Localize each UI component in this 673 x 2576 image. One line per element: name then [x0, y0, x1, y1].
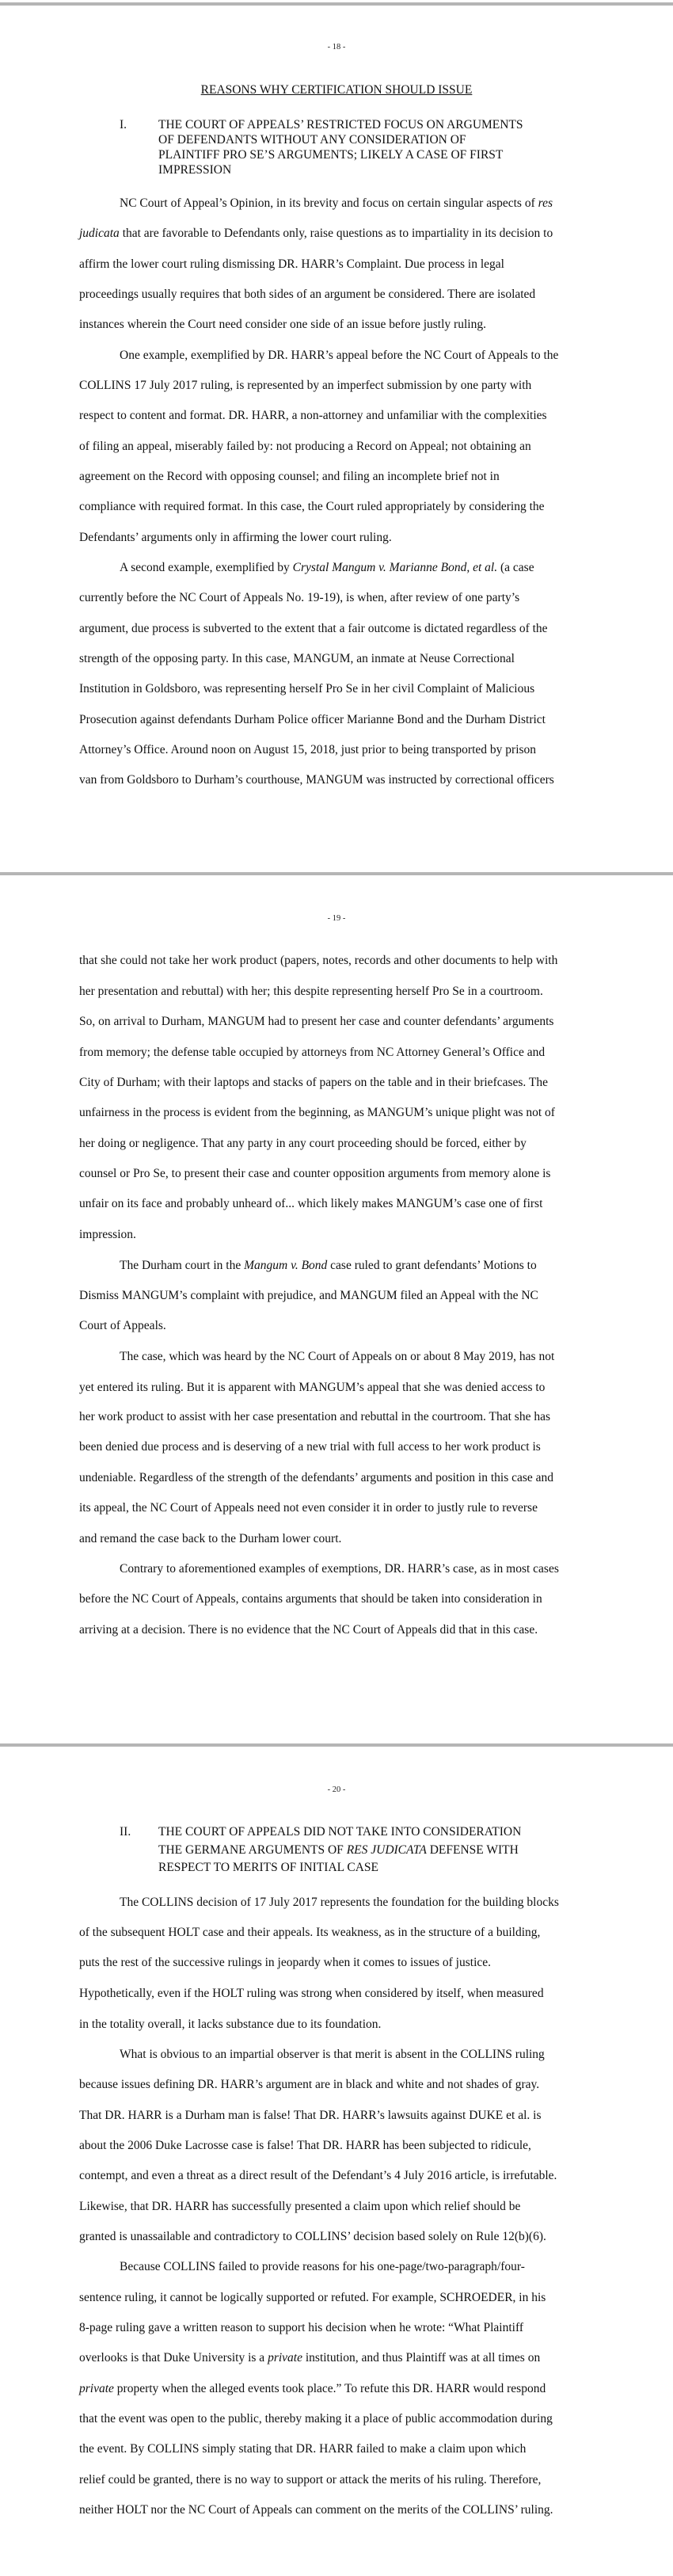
text-line: that she could not take her work product (papers, notes, records and other documents to help with	[79, 954, 558, 967]
text-line: in the totality overall, it lacks substance due to its foundation.	[79, 2018, 382, 2031]
paragraph-first-line: NC Court of Appeal’s Opinion, in its brevity and focus on certain singular aspects of res	[120, 196, 553, 210]
paragraph-first-line: Because COLLINS failed to provide reasons for his one-page/two-paragraph/four-	[120, 2260, 525, 2273]
text-line: impression.	[79, 1228, 136, 1241]
text-line: her presentation and rebuttal) with her; this despite representing herself Pro Se in a courtroom.	[79, 985, 543, 998]
text-line: strength of the opposing party. In this case, MANGUM, an inmate at Neuse Correctional	[79, 652, 515, 665]
heading-line: THE COURT OF APPEALS’ RESTRICTED FOCUS ON ARGUMENTS	[158, 118, 523, 131]
text-line: Prosecution against defendants Durham Police officer Marianne Bond and the Durham District	[79, 713, 546, 726]
text-line: yet entered its ruling. But it is apparent with MANGUM’s appeal that she was denied access to	[79, 1381, 546, 1394]
text-line: neither HOLT nor the NC Court of Appeals can comment on the merits of the COLLINS’ ruling.	[79, 2503, 553, 2517]
text-line: about the 2006 Duke Lacrosse case is false! That DR. HARR has been subjected to ridicule,	[79, 2139, 531, 2152]
text-line: compliance with required format. In this case, the Court ruled appropriately by considering the	[79, 500, 545, 513]
text-line: granted is unassailable and contradictory to COLLINS’ decision based solely on Rule 12(b)(6).	[79, 2230, 546, 2243]
paragraph-first-line: Contrary to aforementioned examples of exemptions, DR. HARR’s case, as in most cases	[120, 1562, 559, 1576]
text-line: respect to content and format. DR. HARR, a non-attorney and unfamiliar with the complexities	[79, 409, 547, 422]
text-line: her work product to assist with her case presentation and rebuttal in the courtroom. That she has	[79, 1410, 551, 1423]
page-number: - 19 -	[327, 914, 346, 923]
text-line: undeniable. Regardless of the strength of the defendants’ arguments and position in this case and	[79, 1471, 554, 1484]
page-separator-18-19	[0, 872, 673, 875]
heading-number: II.	[120, 1825, 131, 1839]
text-line: overlooks is that Duke University is a private institution, and thus Plaintiff was at all times on	[79, 2351, 541, 2365]
text-line: her doing or negligence. That any party in any court proceeding should be forced, either by	[79, 1137, 527, 1150]
text-line: Defendants’ arguments only in affirming the lower court ruling.	[79, 531, 392, 544]
text-line: Dismiss MANGUM’s complaint with prejudice, and MANGUM filed an Appeal with the NC	[79, 1289, 538, 1302]
page-number: - 20 -	[327, 1785, 346, 1794]
text-line: Likewise, that DR. HARR has successfully presented a claim upon which relief should be	[79, 2200, 521, 2213]
text-line: argument, due process is subverted to the extent that a fair outcome is dictated regardless of the	[79, 622, 548, 635]
text-line: proceedings usually requires that both sides of an argument be considered. There are isolated	[79, 288, 536, 301]
text-line: Attorney’s Office. Around noon on August 15, 2018, just prior to being transported by prison	[79, 743, 537, 756]
heading-line: PLAINTIFF PRO SE’S ARGUMENTS; LIKELY A CASE OF FIRST	[158, 148, 504, 162]
paragraph-first-line: The Durham court in the Mangum v. Bond case ruled to grant defendants’ Motions to	[120, 1259, 537, 1272]
paragraph-first-line: The COLLINS decision of 17 July 2017 represents the foundation for the building blocks	[120, 1896, 559, 1909]
paragraph-first-line: The case, which was heard by the NC Court of Appeals on or about 8 May 2019, has not	[120, 1350, 555, 1363]
heading-line: THE COURT OF APPEALS DID NOT TAKE INTO CONSIDERATION	[158, 1825, 522, 1839]
text-line: agreement on the Record with opposing counsel; and filing an incomplete brief not in	[79, 470, 500, 483]
text-line: instances wherein the Court need consider one side of an issue before justly ruling.	[79, 318, 486, 331]
text-line: van from Goldsboro to Durham’s courthouse, MANGUM was instructed by correctional officers	[79, 773, 554, 787]
text-line: puts the rest of the successive rulings in jeopardy when it comes to issues of justice.	[79, 1956, 492, 1969]
text-line: of the subsequent HOLT case and their appeals. Its weakness, as in the structure of a building,	[79, 1926, 541, 1939]
text-line: Court of Appeals.	[79, 1319, 166, 1332]
text-line: unfair on its face and probably unheard of... which likely makes MANGUM’s case one of first	[79, 1197, 543, 1210]
text-line: affirm the lower court ruling dismissing DR. HARR’s Complaint. Due process in legal	[79, 257, 504, 271]
text-line: Hypothetically, even if the HOLT ruling was strong when considered by itself, when measured	[79, 1987, 544, 2000]
text-line: private property when the alleged events took place.” To refute this DR. HARR would respond	[79, 2382, 546, 2395]
text-line: of filing an appeal, miserably failed by: not producing a Record on Appeal; not obtaining an	[79, 440, 531, 453]
text-line: been denied due process and is deserving of a new trial with full access to her work product is	[79, 1440, 541, 1454]
text-line: COLLINS 17 July 2017 ruling, is represented by an imperfect submission by one party with	[79, 379, 532, 392]
text-line: its appeal, the NC Court of Appeals need not even consider it in order to justly rule to reverse	[79, 1501, 538, 1515]
text-line: unfairness in the process is evident from the beginning, as MANGUM’s unique plight was not of	[79, 1106, 555, 1119]
text-line: counsel or Pro Se, to present their case and counter opposition arguments from memory alone is	[79, 1167, 551, 1180]
heading-line: THE GERMANE ARGUMENTS OF RES JUDICATA DEFENSE WITH	[158, 1843, 519, 1857]
text-line: arriving at a decision. There is no evidence that the NC Court of Appeals did that in this case.	[79, 1623, 538, 1637]
heading-line: RESPECT TO MERITS OF INITIAL CASE	[158, 1861, 379, 1874]
text-line: because issues defining DR. HARR’s argument are in black and white and not shades of gray.	[79, 2078, 540, 2091]
text-line: that the event was open to the public, thereby making it a place of public accommodation during	[79, 2412, 553, 2425]
text-line: City of Durham; with their laptops and stacks of papers on the table and in their briefcases. The	[79, 1076, 548, 1089]
text-line: currently before the NC Court of Appeals No. 19-19), is when, after review of one party’s	[79, 591, 520, 604]
text-line: judicata that are favorable to Defendants only, raise questions as to impartiality in its decision to	[79, 227, 553, 240]
text-line: relief could be granted, there is no way to support or attack the merits of his ruling. Therefore,	[79, 2473, 542, 2486]
text-line: 8-page ruling gave a written reason to support his decision when he wrote: “What Plaintiff	[79, 2321, 524, 2334]
page-number: - 18 -	[327, 43, 346, 51]
paragraph-first-line: What is obvious to an impartial observer is that merit is absent in the COLLINS ruling	[120, 2048, 545, 2061]
text-line: and remand the case back to the Durham lower court.	[79, 1532, 342, 1545]
text-line: from memory; the defense table occupied by attorneys from NC Attorney General’s Office and	[79, 1046, 546, 1059]
section-title: REASONS WHY CERTIFICATION SHOULD ISSUE	[200, 83, 473, 97]
heading-line: OF DEFENDANTS WITHOUT ANY CONSIDERATION OF	[158, 133, 466, 147]
page-separator-19-20	[0, 1743, 673, 1747]
paragraph-first-line: One example, exemplified by DR. HARR’s appeal before the NC Court of Appeals to the	[120, 349, 559, 362]
text-line: contempt, and even a threat as a direct result of the Defendant’s 4 July 2016 article, is irrefutable.	[79, 2169, 557, 2182]
paragraph-first-line: A second example, exemplified by Crystal Mangum v. Marianne Bond, et al. (a case	[120, 561, 534, 574]
text-line: before the NC Court of Appeals, contains arguments that should be taken into consideration in	[79, 1592, 542, 1606]
heading-number: I.	[120, 118, 127, 131]
page-separator-top	[0, 2, 673, 6]
heading-line: IMPRESSION	[158, 163, 232, 177]
text-line: sentence ruling, it cannot be logically supported or refuted. For example, SCHROEDER, in his	[79, 2291, 546, 2304]
text-line: So, on arrival to Durham, MANGUM had to present her case and counter defendants’ arguments	[79, 1015, 554, 1028]
text-line: the event. By COLLINS simply stating that DR. HARR failed to make a claim upon which	[79, 2442, 527, 2456]
text-line: Institution in Goldsboro, was representing herself Pro Se in her civil Complaint of Malicious	[79, 682, 535, 695]
text-line: That DR. HARR is a Durham man is false! That DR. HARR’s lawsuits against DUKE et al. is	[79, 2109, 542, 2122]
